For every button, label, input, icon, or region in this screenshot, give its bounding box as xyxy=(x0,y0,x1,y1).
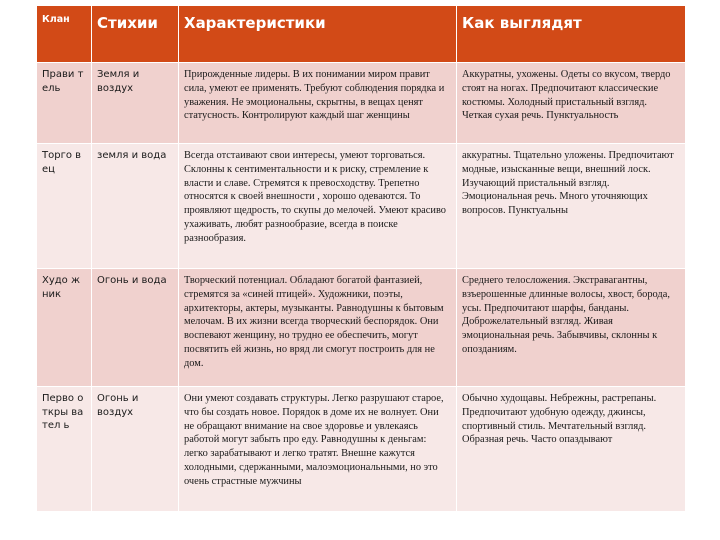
header-row xyxy=(37,6,686,63)
traits-cell: Творческий потенциал. Обладают богатой фантазией, стремятся за «синей птицей». Художники, поэты, архитекторы, актеры, музыканты. Равнодушны к бытовым мелочам. В их жизни всегда творческий беспорядок. Они воспевают женщину, но трудно ее обеспечить, могут посвятить ей жизнь, но вряд ли смогут построить для не дом. xyxy=(179,269,457,387)
traits-cell: Они умеют создавать структуры. Легко разрушают старое, что бы создать новое. Порядок в доме их не волнует. Они не обращают внимание на свое здоровье и увлекаясь работой могут забыть про еду. Равнодушны к деньгам: легко зарабатывают и легко тратят. Внешне кажутся холодными, сдержанными, малоэмоциональными, но это очень страстные мужчины xyxy=(179,387,457,512)
table-row xyxy=(37,63,686,144)
traits-cell: Прирожденные лидеры. В их понимании миром правит сила, умеют ее применять. Требуют соблюдения порядка и уважения. Не эмоциональны, скрытны, в вещах ценят статусность. Контролируют каждый шаг женщины xyxy=(179,63,457,144)
elements-cell: Огонь и вода xyxy=(92,269,179,387)
clan-cell xyxy=(37,144,92,269)
appearance-cell: Обычно худощавы. Небрежны, растрепаны. Предпочитают удобную одежду, джинсы, спортивный стиль. Мечтательный взгляд. Образная речь. Часто опаздывают xyxy=(457,387,686,512)
traits-cell: Всегда отстаивают свои интересы, умеют торговаться. Склонны к сентиментальности и к риску, стремление к власти и славе. Стремятся к превосходству. Трепетно относятся к своей внешности , хорошо одеваются. То проявляют щедрость, то скупы до мелочей. Умеют красиво ухаживать, любят разнообразие, всегда в поиске разнообразия. xyxy=(179,144,457,269)
clan-name: Прави тель xyxy=(42,69,84,94)
clan-cell xyxy=(37,63,92,144)
table-row xyxy=(37,144,686,269)
clan-name: Худо жник xyxy=(42,275,80,300)
appearance-cell: Среднего телосложения. Экстравагантны, взъерошенные длинные волосы, хвост, борода, усы. Предпочитают шарфы, банданы. Доброжелательный взгляд. Живая эмоциональная речь. Забывчивы, склонны к опозданиям. xyxy=(457,269,686,387)
header-elements: Стихии xyxy=(92,6,179,63)
clan-name: Торго вец xyxy=(42,150,82,175)
appearance-cell: Аккуратны, ухожены. Одеты со вкусом, твердо стоят на ногах. Предпочитают классические костюмы. Холодный пристальный взгляд. Четкая сухая речь. Пунктуальность xyxy=(457,63,686,144)
table-row xyxy=(37,269,686,387)
elements-cell: Земля и воздух xyxy=(92,63,179,144)
clan-cell xyxy=(37,269,92,387)
clan-name: Перво откры вател ь xyxy=(42,393,84,431)
appearance-cell: аккуратны. Тщательно уложены. Предпочитают модные, изысканные вещи, внешний лоск. Изучающий пристальный взгляд. Эмоциональная речь. Много уточняющих вопросов. Пунктуальны xyxy=(457,144,686,269)
elements-cell: земля и вода xyxy=(92,144,179,269)
clan-cell xyxy=(37,387,92,512)
table-row xyxy=(37,387,686,512)
header-traits: Характеристики xyxy=(179,6,457,63)
header-clan: Клан xyxy=(37,6,92,63)
header-appearance: Как выглядят xyxy=(457,6,686,63)
clans-table xyxy=(36,5,686,512)
elements-cell: Огонь и воздух xyxy=(92,387,179,512)
